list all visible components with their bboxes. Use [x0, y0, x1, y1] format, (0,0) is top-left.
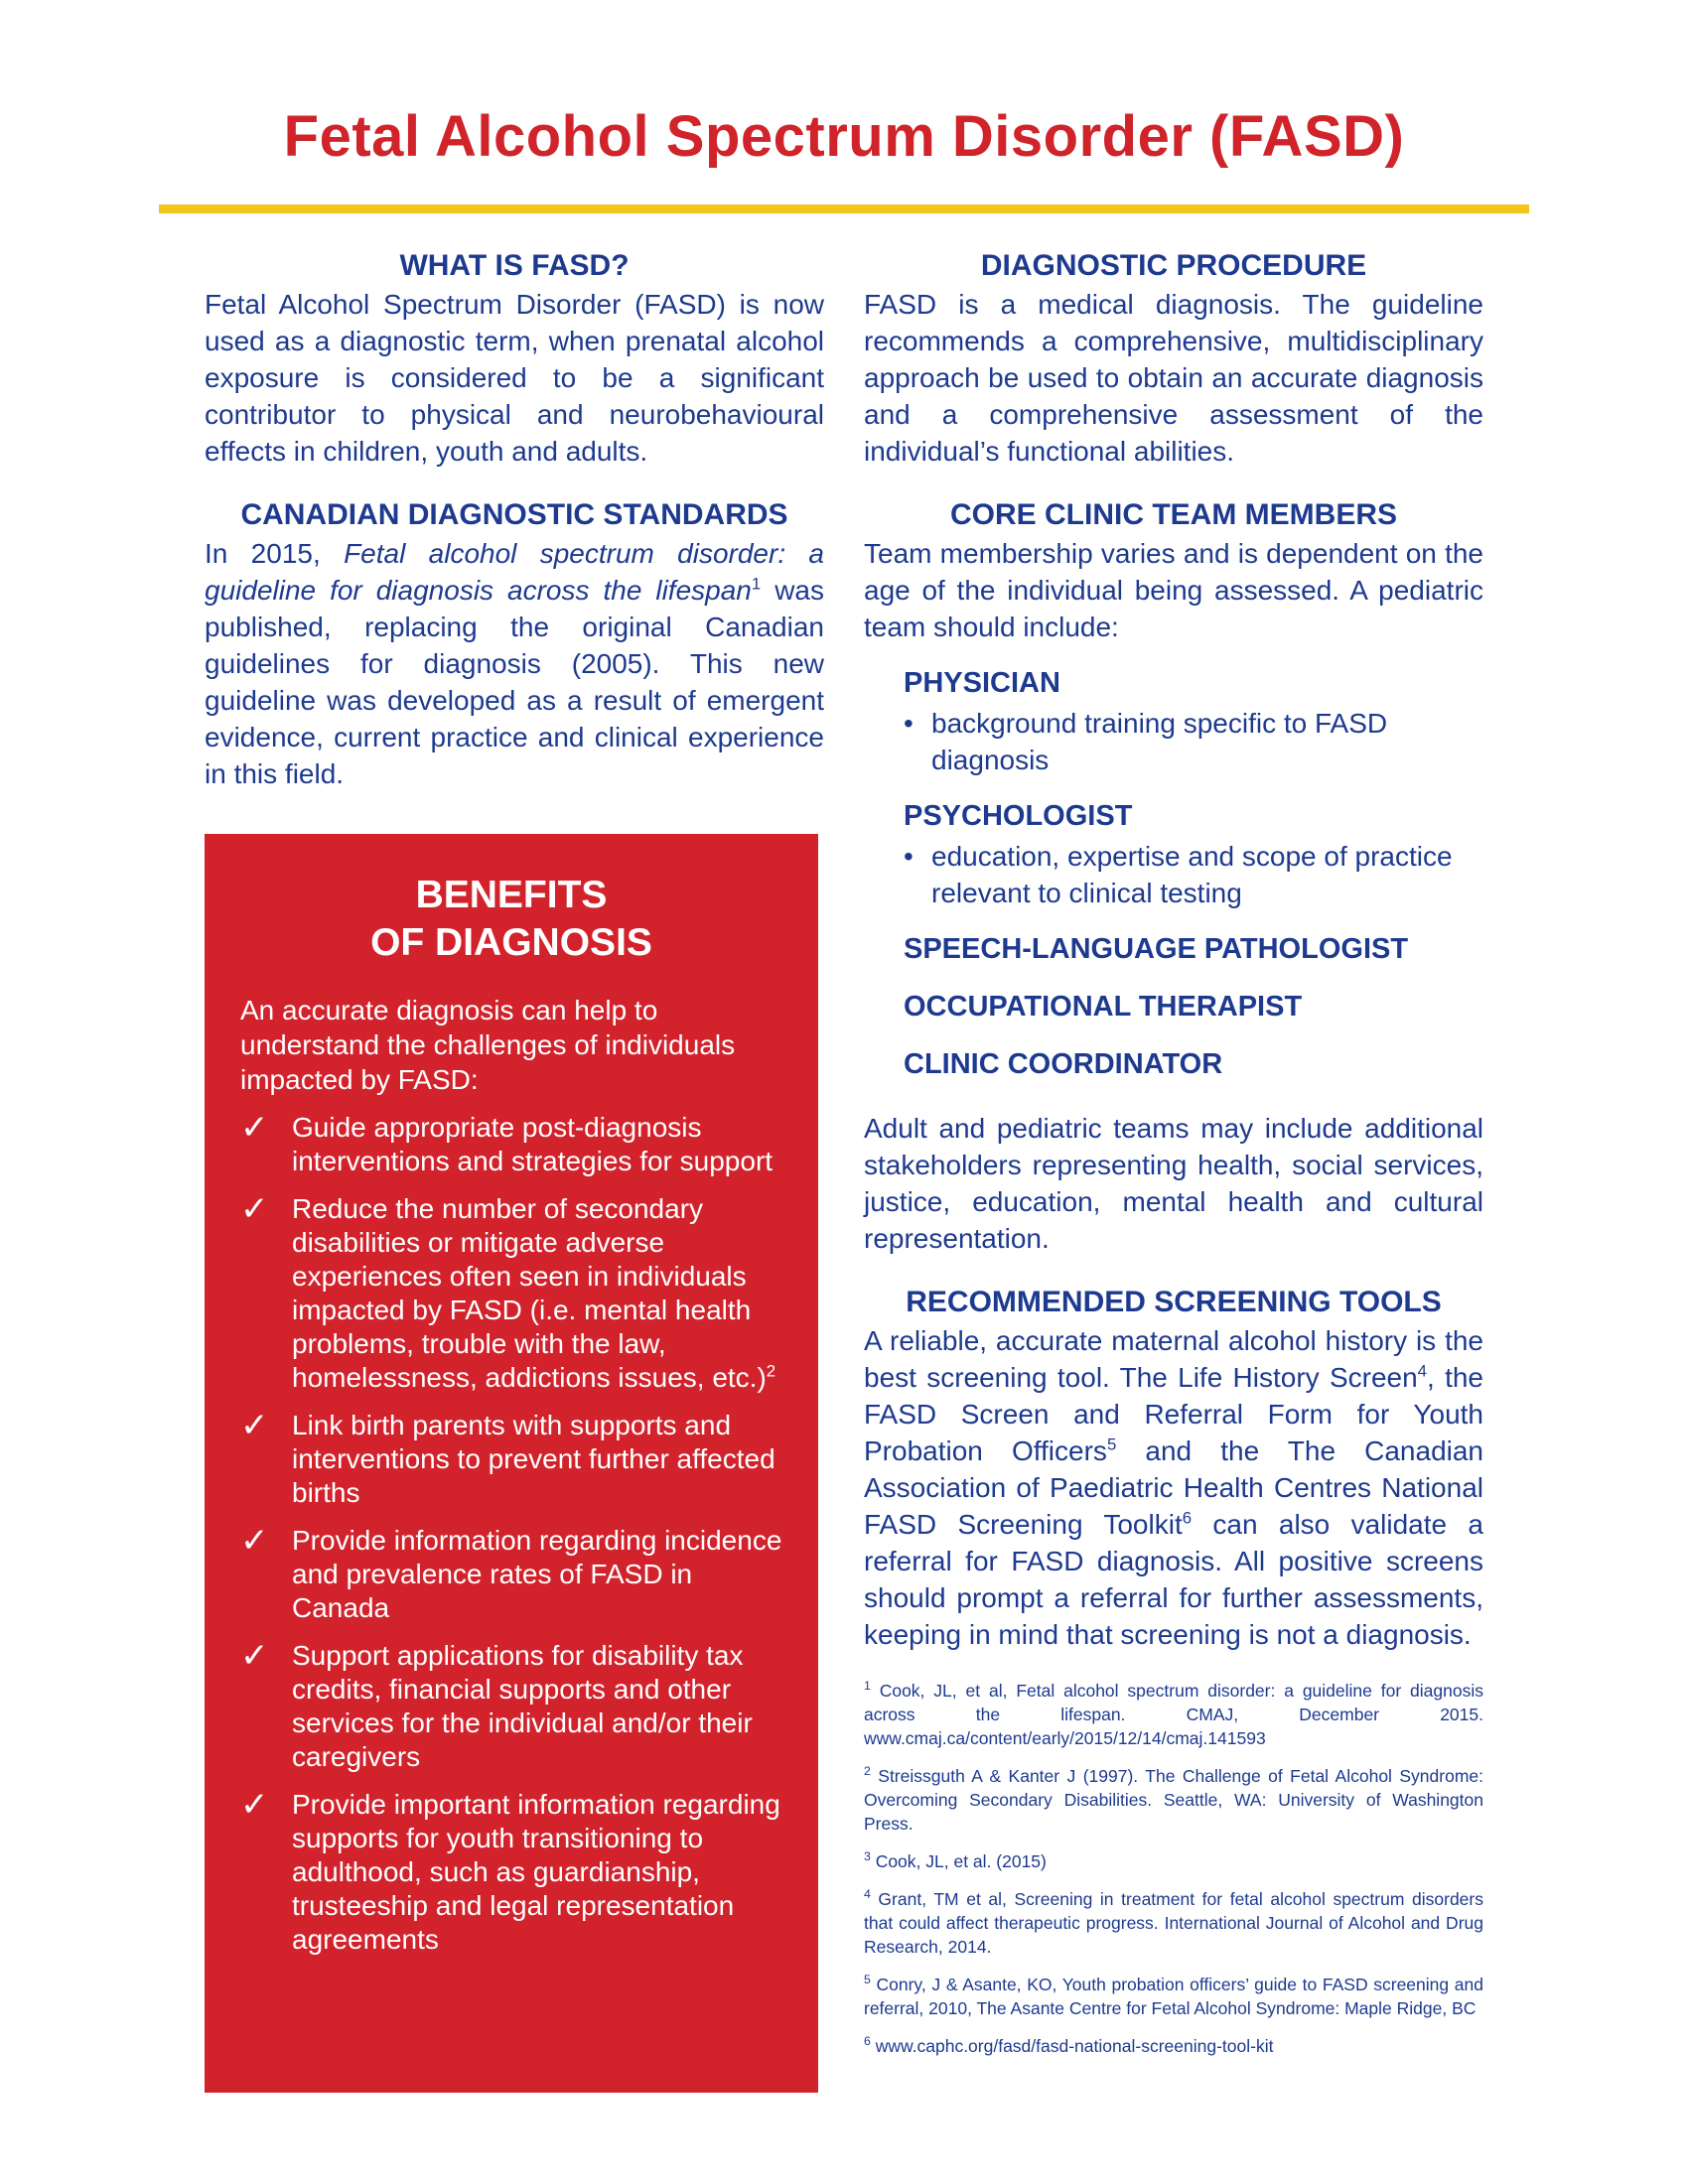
core-team-heading: CORE CLINIC TEAM MEMBERS	[950, 498, 1397, 531]
reference-item	[864, 2034, 1483, 2058]
reference-text: Grant, TM et al, Screening in treatment for fetal alcohol spectrum disorders that could affect therapeutic progress. International Journal of Alcohol and Drug Research, 2014.	[864, 1889, 1483, 1957]
standards-lead: In 2015,	[205, 538, 345, 569]
reference-number: 5	[864, 1973, 871, 1987]
screening-part1: A reliable, accurate maternal alcohol history is the best screening tool. The Life History Screen	[864, 1325, 1483, 1393]
reference-text: Conry, J & Asante, KO, Youth probation officers’ guide to FASD screening and referral, 2010, The Asante Centre for Fetal Alcohol Syndrome: Maple Ridge, BC	[864, 1975, 1483, 2018]
benefit-item	[240, 1108, 782, 1178]
screening-tools-text	[864, 1322, 1483, 1653]
reference-item	[864, 1679, 1483, 1750]
benefit-text: Reduce the number of secondary disabilities or mitigate adverse experiences often seen in individuals impacted by FASD (i.e. mental health problems, trouble with the law, homelessness, addictions issues, etc.)	[292, 1193, 767, 1393]
reference-text: Cook, JL, et al, Fetal alcohol spectrum disorder: a guideline for diagnosis across the lifespan. CMAJ, December 2015. www.cmaj.ca/content/early/2015/12/14/cmaj.141593	[864, 1681, 1483, 1748]
screening-tools-heading: RECOMMENDED SCREENING TOOLS	[906, 1286, 1442, 1318]
what-is-fasd-heading: WHAT IS FASD?	[399, 249, 630, 282]
reference-item	[864, 1973, 1483, 2020]
reference-number: 3	[864, 1849, 871, 1864]
canadian-standards-heading: CANADIAN DIAGNOSTIC STANDARDS	[240, 498, 788, 531]
benefit-text: Provide important information regarding supports for youth transitioning to adulthood, such as guardianship, trusteeship and legal representation agreements	[292, 1789, 780, 1955]
screening-part3: and the The Canadian Association of Paediatric Health Centres National FASD Screening Toolkit	[864, 1435, 1484, 1540]
title-divider	[159, 205, 1529, 213]
reference-item	[864, 1887, 1483, 1959]
reference-number: 1	[864, 1679, 871, 1694]
references-list	[864, 1679, 1483, 2058]
bullet-icon: •	[904, 841, 914, 872]
role-physician: PHYSICIAN	[904, 667, 1060, 699]
page-title: Fetal Alcohol Spectrum Disorder (FASD)	[283, 104, 1405, 169]
standards-rest: was published, replacing the original Canadian guidelines for diagnosis (2005). This new guideline was developed as a result of emergent evidence, current practice and clinical experience in this field.	[205, 575, 825, 789]
benefits-heading	[205, 872, 818, 967]
physician-bullet	[904, 705, 1483, 778]
psychologist-bullet	[904, 838, 1483, 911]
checkmark-icon: ✓	[240, 1636, 269, 1676]
screening-part2: , the FASD Screen and Referral Form for Youth Probation Officers	[864, 1362, 1484, 1466]
checkmark-icon: ✓	[240, 1108, 269, 1148]
role-psychologist: PSYCHOLOGIST	[904, 800, 1133, 832]
left-column	[205, 246, 824, 818]
checkmark-icon: ✓	[240, 1406, 269, 1445]
reference-text: www.caphc.org/fasd/fasd-national-screening-tool-kit	[870, 2036, 1274, 2056]
right-column	[864, 246, 1483, 2072]
benefit-text: Link birth parents with supports and interventions to prevent further affected births	[292, 1410, 775, 1508]
checkmark-icon: ✓	[240, 1785, 269, 1825]
reference-item	[864, 1849, 1483, 1873]
benefit-item	[240, 1189, 782, 1395]
benefit-item	[240, 1406, 782, 1510]
psychologist-bullet-text: education, expertise and scope of practice relevant to clinical testing	[931, 841, 1453, 908]
reference-number: 4	[864, 1887, 871, 1902]
benefits-intro: An accurate diagnosis can help to understand the challenges of individuals impacted by FASD:	[240, 995, 736, 1095]
reference-text: Cook, JL, et al. (2015)	[870, 1851, 1047, 1871]
core-team-intro: Team membership varies and is dependent on the age of the individual being assessed. A pediatric team should include:	[864, 538, 1483, 642]
diagnostic-procedure-heading: DIAGNOSTIC PROCEDURE	[980, 249, 1367, 282]
diagnostic-procedure-text: FASD is a medical diagnosis. The guideline recommends a comprehensive, multidisciplinary approach be used to obtain an accurate diagnosis and a comprehensive assessment of the individual’s functional abilities.	[864, 289, 1483, 467]
benefits-heading-line2: OF DIAGNOSIS	[370, 921, 652, 964]
role-speech-language-pathologist: SPEECH-LANGUAGE PATHOLOGIST	[904, 933, 1409, 965]
benefit-item	[240, 1636, 782, 1774]
benefit-text: Guide appropriate post-diagnosis interventions and strategies for support	[292, 1112, 774, 1176]
reference-text: Streissguth A & Kanter J (1997). The Challenge of Fetal Alcohol Syndrome: Overcoming Secondary Disabilities. Seattle, WA: University of Washington Press.	[864, 1766, 1483, 1834]
footnote-ref-2: 2	[766, 1361, 776, 1381]
checkmark-icon: ✓	[240, 1521, 269, 1561]
footnote-ref-5: 5	[1106, 1434, 1117, 1454]
reference-number: 6	[864, 2034, 871, 2049]
guideline-title: Fetal alcohol spectrum disorder: a guideline for diagnosis across the lifespan	[205, 538, 825, 606]
bullet-icon: •	[904, 708, 914, 739]
benefit-text: Provide information regarding incidence and prevalence rates of FASD in Canada	[292, 1525, 782, 1623]
role-occupational-therapist: OCCUPATIONAL THERAPIST	[904, 991, 1303, 1023]
footnote-ref-4: 4	[1417, 1361, 1428, 1381]
benefit-item	[240, 1785, 782, 1957]
physician-bullet-text: background training specific to FASD diagnosis	[931, 708, 1388, 775]
canadian-standards-text	[205, 535, 824, 792]
reference-number: 2	[864, 1764, 871, 1779]
benefits-heading-line1: BENEFITS	[415, 874, 608, 916]
screening-part4: can also validate a referral for FASD diagnosis. All positive screens should prompt a referral for further assessments, keeping in mind that screening is not a diagnosis.	[864, 1509, 1483, 1650]
footnote-ref-6: 6	[1182, 1508, 1193, 1528]
checkmark-icon: ✓	[240, 1189, 269, 1229]
benefit-text: Support applications for disability tax credits, financial supports and other services for the individual and/or their caregivers	[292, 1640, 753, 1772]
what-is-fasd-text: Fetal Alcohol Spectrum Disorder (FASD) is now used as a diagnostic term, when prenatal alcohol exposure is considered to be a significant contributor to physical and neurobehavioural effects in children, youth and adults.	[205, 289, 824, 467]
footnote-ref-1: 1	[751, 574, 762, 594]
core-team-outro: Adult and pediatric teams may include additional stakeholders representing health, social services, justice, education, mental health and cultural representation.	[864, 1113, 1483, 1254]
reference-item	[864, 1764, 1483, 1836]
benefit-item	[240, 1521, 782, 1625]
role-clinic-coordinator: CLINIC COORDINATOR	[904, 1048, 1223, 1080]
benefits-box	[205, 834, 818, 2093]
